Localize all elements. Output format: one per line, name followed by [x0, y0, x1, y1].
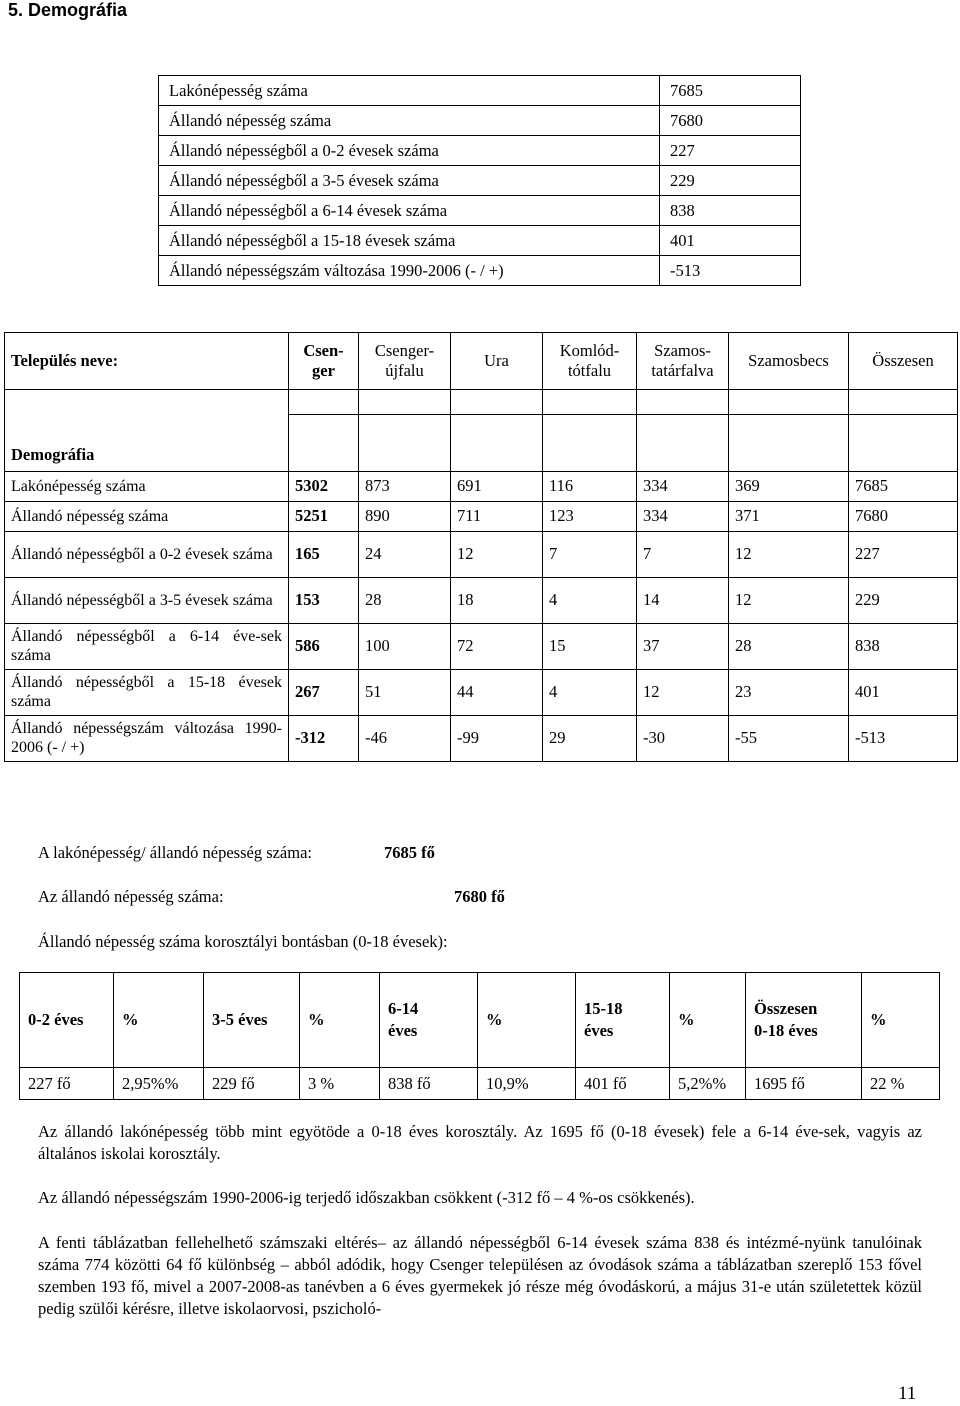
table-header-row: [5, 333, 958, 390]
table-row: [5, 623, 958, 669]
cell: -513: [849, 715, 958, 761]
allando-label: Az állandó népesség száma:: [38, 887, 224, 906]
row-label: Lakónépesség száma: [159, 76, 660, 106]
cell: 44: [451, 669, 543, 715]
cell: 334: [637, 471, 729, 501]
column-header: %: [670, 973, 746, 1068]
cell: -55: [729, 715, 849, 761]
cell: 5302: [289, 471, 359, 501]
cell: 227: [849, 531, 958, 577]
row-label: Állandó népességből a 0-2 évesek száma: [159, 136, 660, 166]
cell: 123: [543, 501, 637, 531]
cell: 229 fő: [204, 1068, 300, 1100]
cell: 4: [543, 577, 637, 623]
cell: 7: [543, 531, 637, 577]
table-row: [159, 76, 801, 106]
allando-value: 7680 fő: [454, 887, 505, 906]
cell: -312: [289, 715, 359, 761]
cell: 12: [451, 531, 543, 577]
cell: 7680: [849, 501, 958, 531]
table-row: [159, 196, 801, 226]
cell: 229: [849, 577, 958, 623]
lakonepesseg-label: A lakónépesség/ állandó népesség száma:: [38, 843, 312, 862]
cell: 22 %: [862, 1068, 940, 1100]
row-label: Állandó népességből a 3-5 évesek száma: [5, 577, 289, 623]
row-label: Állandó népességszám változása 1990-2006 (- / +): [5, 715, 289, 761]
row-label: Állandó népességből a 6-14 évesek száma: [159, 196, 660, 226]
spacer-row: [5, 390, 958, 415]
cell: 691: [451, 471, 543, 501]
cell: 7: [637, 531, 729, 577]
cell: 5,2%%: [670, 1068, 746, 1100]
column-header: %: [300, 973, 380, 1068]
column-header: Összesen 0-18 éves: [746, 973, 862, 1068]
cell: 890: [359, 501, 451, 531]
column-header: Összesen: [849, 333, 958, 390]
age-table: [19, 972, 940, 1100]
row-label: Állandó népességből a 3-5 évesek száma: [159, 166, 660, 196]
cell: -30: [637, 715, 729, 761]
row-value: 7685: [660, 76, 801, 106]
settlement-table: [4, 332, 958, 762]
column-header: Csen- ger: [289, 333, 359, 390]
row-label: Állandó népességből a 0-2 évesek száma: [5, 531, 289, 577]
paragraph-2: Az állandó népességszám 1990-2006-ig terjedő időszakban csökkent (-312 fő – 4 %-os csökkenés).: [38, 1188, 695, 1207]
cell: 29: [543, 715, 637, 761]
section-label: Demográfia: [5, 415, 289, 472]
cell: 5251: [289, 501, 359, 531]
cell: 12: [729, 577, 849, 623]
paragraph-1: Az állandó lakónépesség több mint egyötöde a 0-18 éves korosztály. Az 1695 fő (0-18 évesek) fele a 6-14 éve-sek, vagyis az általános iskolai korosztály.: [38, 1122, 922, 1163]
row-label: Állandó népességszám változása 1990-2006 (- / +): [159, 256, 660, 286]
row-value: 227: [660, 136, 801, 166]
paragraph-3: A fenti táblázatban fellehelhető számszaki eltérés– az állandó népességből 6-14 évesek száma 838 és intézmé-nyünk tanulóinak száma 774 közötti 64 fő különbség – abból adódik, hogy Csenger településen az óvodások száma a táblázatban szereplő 153 fővel szemben 193 fő, mivel a 2007-2008-as tanévben a 6 éves gyermekek jó része még óvodáskorú, a május 31-e után születettek közül pedig szülői kérésre, illetve iskolaorvosi, pszicholó-: [38, 1233, 922, 1318]
cell: 401 fő: [576, 1068, 670, 1100]
row-label: Állandó népesség száma: [5, 501, 289, 531]
cell: 18: [451, 577, 543, 623]
cell: 711: [451, 501, 543, 531]
row-value: 838: [660, 196, 801, 226]
cell: 10,9%: [478, 1068, 576, 1100]
cell: 165: [289, 531, 359, 577]
row-label: Lakónépesség száma: [5, 471, 289, 501]
column-header: Szamosbecs: [729, 333, 849, 390]
column-header: 6-14 éves: [380, 973, 478, 1068]
cell: 15: [543, 623, 637, 669]
table-row: [5, 715, 958, 761]
table-row: [20, 1068, 940, 1100]
cell: 12: [637, 669, 729, 715]
row-label: Állandó népességből a 15-18 évesek száma: [5, 669, 289, 715]
cell: 116: [543, 471, 637, 501]
column-header: 15-18 éves: [576, 973, 670, 1068]
cell: 28: [729, 623, 849, 669]
row-label: Állandó népességből a 6-14 éve-sek száma: [5, 623, 289, 669]
cell: 873: [359, 471, 451, 501]
table-row: [159, 166, 801, 196]
row-label: Állandó népességből a 15-18 évesek száma: [159, 226, 660, 256]
cell: 401: [849, 669, 958, 715]
cell: 369: [729, 471, 849, 501]
cell: 24: [359, 531, 451, 577]
cell: 227 fő: [20, 1068, 114, 1100]
cell: 12: [729, 531, 849, 577]
table-row: [5, 669, 958, 715]
table-row: [159, 256, 801, 286]
table-row: [159, 226, 801, 256]
cell: 7685: [849, 471, 958, 501]
row-value: 229: [660, 166, 801, 196]
table-row: [5, 501, 958, 531]
cell: 14: [637, 577, 729, 623]
lakonepesseg-value: 7685 fő: [384, 843, 435, 862]
row-value: 401: [660, 226, 801, 256]
column-header: 0-2 éves: [20, 973, 114, 1068]
cell: 838: [849, 623, 958, 669]
cell: 153: [289, 577, 359, 623]
table-row: [5, 471, 958, 501]
column-header: Ura: [451, 333, 543, 390]
cell: 23: [729, 669, 849, 715]
cell: 51: [359, 669, 451, 715]
cell: 334: [637, 501, 729, 531]
column-header: %: [114, 973, 204, 1068]
cell: -99: [451, 715, 543, 761]
table-row: [159, 106, 801, 136]
section-row: [5, 415, 958, 472]
column-header: %: [862, 973, 940, 1068]
cell: 838 fő: [380, 1068, 478, 1100]
korosztaly-caption: Állandó népesség száma korosztályi bontásban (0-18 évesek):: [38, 932, 448, 951]
column-header: Szamos- tatárfalva: [637, 333, 729, 390]
column-header: Csenger- újfalu: [359, 333, 451, 390]
table-row: [5, 531, 958, 577]
column-header: Komlód- tótfalu: [543, 333, 637, 390]
column-header: %: [478, 973, 576, 1068]
column-header: 3-5 éves: [204, 973, 300, 1068]
row-value: 7680: [660, 106, 801, 136]
cell: 37: [637, 623, 729, 669]
cell: -46: [359, 715, 451, 761]
cell: 28: [359, 577, 451, 623]
cell: 1695 fő: [746, 1068, 862, 1100]
cell: 3 %: [300, 1068, 380, 1100]
cell: 371: [729, 501, 849, 531]
row-label: Állandó népesség száma: [159, 106, 660, 136]
cell: 100: [359, 623, 451, 669]
cell: 72: [451, 623, 543, 669]
cell: 586: [289, 623, 359, 669]
table-row: [159, 136, 801, 166]
settlement-header-label: Település neve:: [5, 333, 289, 390]
table-row: [5, 577, 958, 623]
section-heading: 5. Demográfia: [8, 0, 128, 20]
page-number: 11: [898, 1383, 917, 1404]
row-value: -513: [660, 256, 801, 286]
cell: 267: [289, 669, 359, 715]
table-header-row: [20, 973, 940, 1068]
summary-table: [158, 75, 801, 286]
cell: 4: [543, 669, 637, 715]
cell: 2,95%%: [114, 1068, 204, 1100]
